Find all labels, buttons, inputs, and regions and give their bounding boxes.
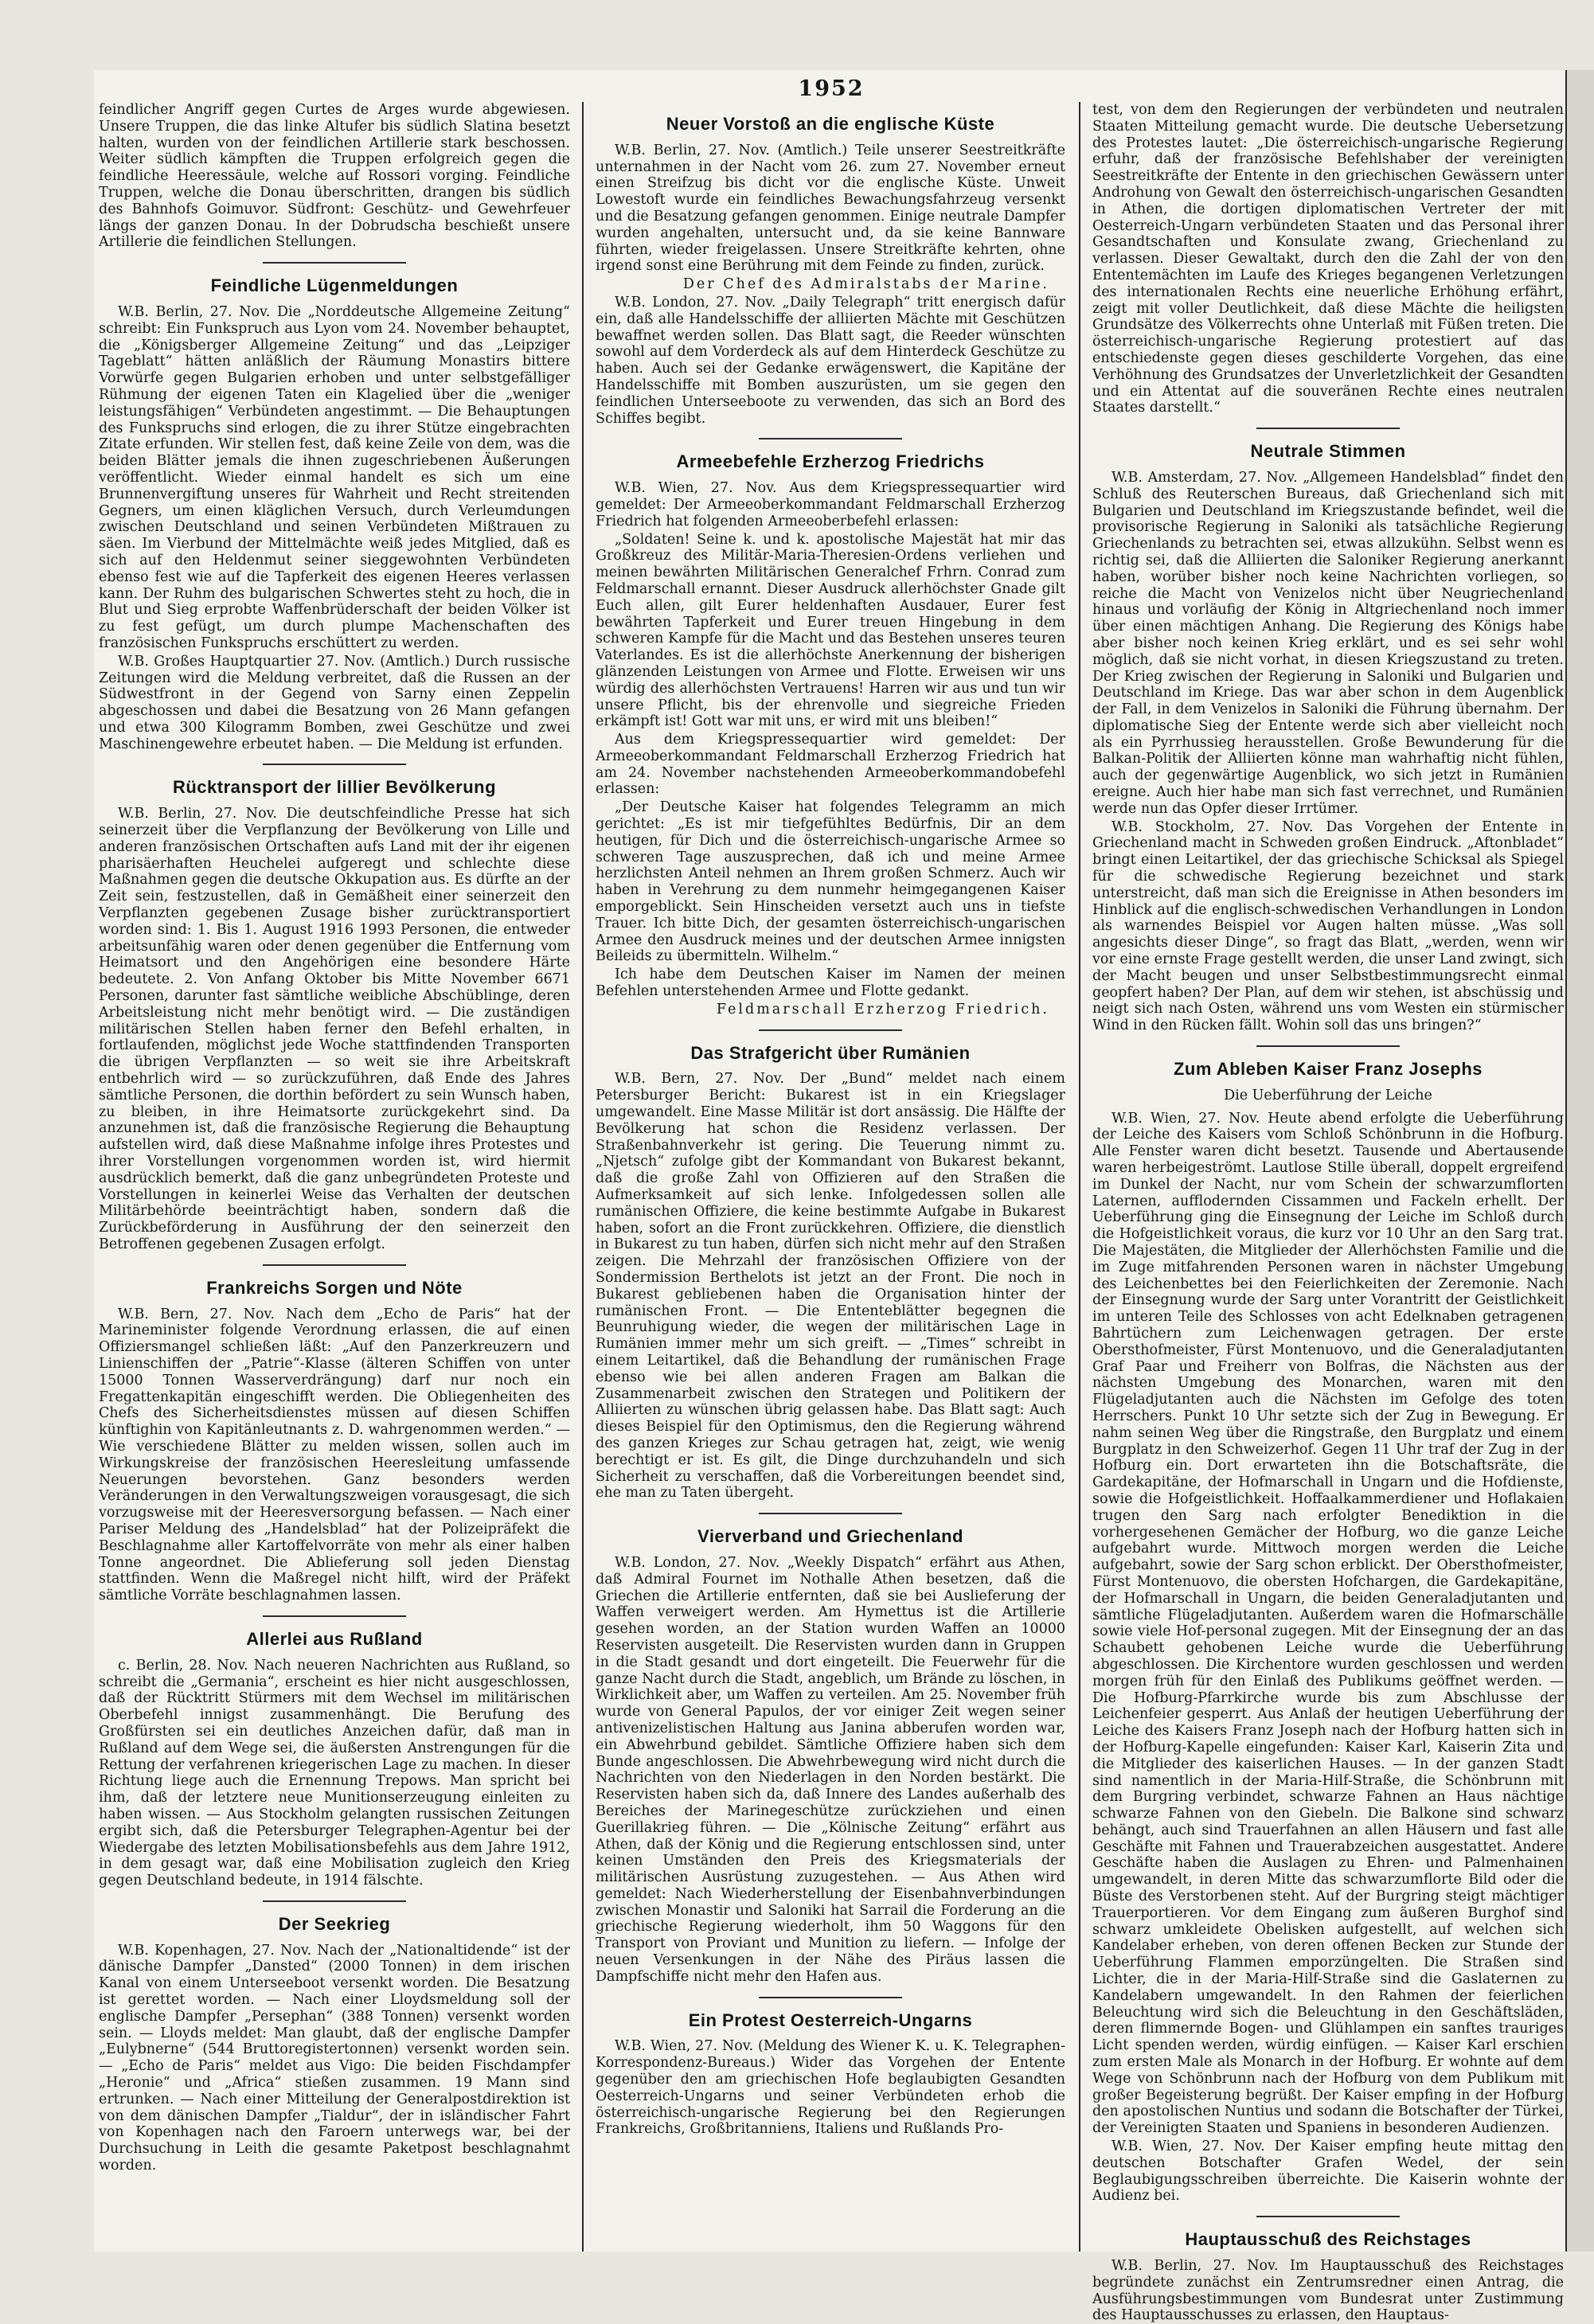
article-das-strafgericht-über-rumänien <box>596 1042 1065 1502</box>
article-neutrale-stimmen <box>1092 443 1564 1034</box>
article-divider <box>1256 428 1400 429</box>
article-continuation-0 <box>99 102 570 251</box>
article-hauptausschuß-des-reichstages <box>1092 2229 1564 2324</box>
article-divider <box>759 1997 902 1998</box>
article-paragraph: W.B. Bern, 27. Nov. Der „Bund“ meldet nach einem Petersburger Bericht: Bukarest ist in ein Kriegslager umgewandelt. Eine Masse Militär ist dort ansässig. Die Hälfte der Bevölkerung hat schon die Residenz verlassen. Der Straßenbahnverkehr ist gering. Die Teuerung nimmt zu. „Njetsch“ zufolge gibt der Kommandant von Bukarest bekannt, daß die große Zahl von Offizieren auf den Straßen die Aufmerksamkeit auf sich lenke. Infolgedessen sollen alle rumänischen Offiziere, die keine bestimmte Aufgabe in Bukarest haben, sofort an die Front zurückkehren. Offiziere, die dienstlich in Bukarest zu tun haben, dürfen sich nicht mehr auf den Straßen zeigen. Die Mehrzahl der französischen Offiziere von der Sondermission Berthelots ist jetzt an der Front. Die noch in Bukarest gebliebenen haben die Organisation hinter der rumänischen Front. — Die Ententeblätter begegnen die Beunruhigung wieder, die wegen der militärischen Lage in Rumänien immer mehr um sich greift. — „Times“ schreibt in einem Leitartikel, daß die Behandlung der rumänischen Frage ebenso wie bei allen anderen Fragen am Balkan die Zusammenarbeit zwischen den Strategen und Politikern der Alliierten zu wünschen übrig gelassen habe. Das Blatt sagt: Auch dieses Beispiel für den Optimismus, den die Regierung während des ganzen Krieges zur Schau getragen hat, zeigt, wie wenig berechtigt er ist. Es gilt, die Dinge durchzuhandeln und sich Sicherheit zu verschaffen, daß die Vorbereitungen beendet sind, ehe man zu Taten übergeht. <box>596 1071 1065 1502</box>
article-headline: Hauptausschuß des Reichstages <box>1185 2229 1471 2250</box>
article-paragraph: W.B. Kopenhagen, 27. Nov. Nach der „Nationaltidende“ ist der dänische Dampfer „Dansted“ (2000 Tonnen) in dem irischen Kanal von einem Unterseeboot versenkt worden. Die Besatzung ist gerettet worden. — Nach einer Lloydsmeldung soll der englische Dampfer „Persephan“ (388 Tonnen) versenkt worden sein. — Lloyds meldet: Man glaubt, daß der englische Dampfer „Eulybnerne“ (544 Bruttoregistertonnen) versenkt worden sein. — „Echo de Paris“ meldet aus Vigo: Die beiden Fischdampfer „Heronie“ und „Africa“ stießen zusammen. 19 Mann sind ertrunken. — Nach einer Mitteilung der Generalpostdirektion ist von dem dänischen Dampfer „Tialdur“, der in isländischer Fahrt von Kopenhagen nach den Faroern unterwegs war, bei der Durchsuchung in Leith die gesamte Paketpost beschlagnahmt worden. <box>99 1942 570 2174</box>
article-divider <box>263 262 406 264</box>
article-ein-protest-oesterreich-ungarns <box>596 2010 1065 2138</box>
column-rule-2 <box>1079 102 1080 2252</box>
article-paragraph: feindlicher Angriff gegen Curtes de Arges wurde abgewiesen. Unsere Truppen, die das linke Altufer bis südlich Slatina besetzt halten, wurden von der feindlichen Artillerie stark beschossen. Weiter südlich kämpften die Truppen erfolgreich gegen die feindliche Heeressäule, welche auf Rossori vorging. Feindliche Truppen, welche die Donau überschritten, drangen bis südlich des Bahnhofs Goimuvor. Südfront: Geschütz- und Gewehrfeuer längs der ganzen Donau. In der Dobrudscha beschießt unsere Artillerie die feindlichen Stellungen. <box>99 102 570 251</box>
article-paragraph: test, von dem den Regierungen der verbündeten und neutralen Staaten Mitteilung gemacht wurde. Die deutsche Uebersetzung des Protestes lautet: „Die österreichisch-ungarische Regierung erfuhr, daß der französische Befehlshaber der vereinigten Seestreitkräfte der Entente in den griechischen Gewässern unter Androhung von Gewalt den österreichisch-ungarischen Gesandten in Athen, die dortigen diplomatischen Vertreter der mit Oesterreich-Ungarn verbündeten Staaten und das Personal ihrer Gesandtschaften und Konsulate zwang, Griechenland zu verlassen. Dieser Gewaltakt, durch den die Zahl der von den Ententemächten im Laufe des Krieges begangenen Verletzungen des internationalen Rechts eine neuerliche Erhöhung erfährt, zeigt mit voller Deutlichkeit, daß diese Mächte die heiligsten Grundsätze des Völkerrechts ohne Unterlaß mit Füßen treten. Die österreichisch-ungarische Regierung protestiert auf das entschiedenste gegen dieses geschilderte Vorgehen, das eine Verhöhnung des Grundsatzes der Unverletzlichkeit der Gesandten und ein Attentat auf die souveränen Rechte eines neutralen Staates darstellt.“ <box>1092 102 1564 416</box>
article-paragraph: W.B. Wien, 27. Nov. Heute abend erfolgte die Ueberführung der Leiche des Kaisers vom Schloß Schönbrunn in die Hofburg. Alle Fenster waren dicht besetzt. Tausende und Abertausende waren herbeigeströmt. Lautlose Stille überall, doppelt ergreifend im Dunkel der Nacht, nur vom Schein der schwarzumflorten Laternen, aufflodernden Cissammen und Fackeln erhellt. Der Ueberführung ging die Einsegnung der Leiche im Schloß durch die Hofgeistlichkeit voraus, die kurz vor 10 Uhr an den Sarg trat. Die Majestäten, die Mitglieder der Allerhöchsten Familie und die im Zuge mitfahrenden Personen waren in nächster Umgebung des Leichenbettes bei den Feierlichkeiten der Zeremonie. Nach der Einsegnung wurde der Sarg unter Vorantritt der Geistlichkeit im unteren Teile des Schlosses von acht Edelknaben getragenen Bahrtüchern zum Leichenwagen getragen. Der erste Obersthofmeister, Fürst Montenuovo, und die Generaladjutanten Graf Paar und Freiherr von Bolfras, die Nächsten aus der nächsten Umgebung des Monarchen, waren mit den Flügeladjutanten auch die Nächsten im Gefolge des toten Herrschers. Punkt 10 Uhr setzte sich der Zug in Bewegung. Er nahm seinen Weg über die Ringstraße, den Burgplatz und einem Burgplatz in den Schweizerhof. Gegen 11 Uhr traf der Zug in der Hofburg ein. Dort erwarteten ihn die Botschaftsräte, die Gardekapitäne, der Hofmarschall in Ungarn und die Hofdienste, sowie die Hofgeistlichkeit. Hoffaalkammerdiener und Hoflakaien trugen den Sarg nach erfolgter Benediktion in die vorhergesehenen Gemächer der Hofburg, wo die ganze Leiche aufgebahrt wurde. Mittwoch morgen werden die Leiche aufgebahrt, sowie der Sarg schon erblickt. Der Obersthofmeister, Fürst Montenuovo, die obersten Hofchargen, die Gardekapitäne, der Hofmarschall in Ungarn, die beiden Generaladjutanten und sämtliche Flügeladjutanten. Außerdem waren die Hofmarschälle sowie viele Hof-personal zugegen. Mit der Einsegnung der an das Schaubett gehobenen Leiche wurde die Ueberführung abgeschlossen. Die Kirchentore wurden geschlossen und werden morgen früh für den Einlaß des Publikums geöffnet werden. — Die Hofburg-Pfarrkirche wurde bis zum Abschlusse der Leichenfeier gesperrt. Aus Anlaß der heutigen Ueberführung der Leiche des Kaisers Franz Joseph nach der Hofburg hatten sich in der Hofburg-Kapelle eingefunden: Kaiser Karl, Kaiserin Zita und die Mitglieder des kaiserlichen Hauses. — In der ganzen Stadt sind namentlich in der Maria-Hilf-Straße, die Schönbrunn mit dem Burgring verbindet, schwarze Fahnen an Haus nächtige schwarze Fahnen von den Giebeln. Die Balkone sind schwarz behängt, auch sind Trauerfahnen an allen Häusern und fast alle Geschäfte mit Fahnen und Trauerabzeichen ausgestattet. Andere Geschäfte haben die Auslagen zu Ehren- und Palmenhainen umgewandelt, in deren Mitte das schwarzumflorte Bild oder die Büste des Verstorbenen steht. Auf der Burgring steigt mächtiger Trauerportieren. Vor dem Eingang zum äußeren Burghof sind schwarz umkleidete Obelisken aufgestellt, auf welchen sich Kandelaber erheben, von deren offenen Becken zur Stunde der Ueberführung Flammen emporzüngelten. Die Straßen sind Lichter, die in der Maria-Hilf-Straße sind die Gaslaternen zu Kandelabern umgewandelt. In den Rahmen der feierlichen Beleuchtung wird sich die Beleuchtung in den Geschäftsläden, deren flimmernde Bogen- und Glühlampen ein sanftes trauriges Licht spenden werden, würdig einfügen. — Kaiser Karl erschien zum ersten Male als Monarch in der Hofburg. Er wohnte auf dem Wege von Schönbrunn nach der Hofburg von dem Publikum mit großer Begeisterung begrüßt. Der Kaiser empfing in der Hofburg den apostolischen Nuntius und sodann die Botschafter der Türkei, der Vereinigten Staaten und Spaniens in besonderen Audienzen. <box>1092 1110 1564 2137</box>
article-divider <box>1256 1045 1400 1047</box>
article-paragraph: „Soldaten! Seine k. und k. apostolische Majestät hat mir das Großkreuz des Militär-Maria-Theresien-Ordens verliehen und meinen bewährten Militärischen Generalchef Frhrn. Conrad zum Feldmarschall ernannt. Dieser Ausdruck allerhöchster Gnade gilt Euch allen, gilt Eurer heldenhaften Ausdauer, Eurer fest bewährten Tapferkeit und Eurer treuen Hingebung in dem schweren Kampfe für die Macht und das Bestehen unseres teuren Vaterlandes. Es ist die allerhöchste Anerkennung der bisherigen glänzenden Leistungen von Armee und Flotte. Erweisen wir uns würdig des allerhöchsten Vertrauens! Harren wir aus und tun wir unsere Pflicht, bis der ehrenvolle und siegreiche Frieden erkämpft ist! Gott war mit uns, er wird mit uns bleiben!“ <box>596 531 1065 730</box>
article-paragraph: Ich habe dem Deutschen Kaiser im Namen der meinen Befehlen unterstehenden Armee und Flotte gedankt. <box>596 967 1065 1000</box>
article-headline: Armeebefehle Erzherzog Friedrichs <box>676 451 985 472</box>
article-paragraph: W.B. Berlin, 27. Nov. Im Hauptausschuß des Reichstages begründete zunächst ein Zentrumsredner einen Antrag, die Ausführungsbestimmungen vom Bundesrat unter Zustimmung des Hauptausschusses zu erlassen, den Hauptaus- <box>1092 2258 1564 2324</box>
article-paragraph: c. Berlin, 28. Nov. Nach neueren Nachrichten aus Rußland, so schreibt die „Germania“, erscheint es hier nicht ausgeschlossen, daß der Rücktritt Stürmers mit dem Wechsel im militärischen Oberbefehl innigst zusammenhängt. Die Berufung des Großfürsten sei ein deutliches Anzeichen dafür, daß man in Rußland auf dem Wege sei, die äußersten Anstrengungen für die Rettung der verfahrenen kriegerischen Lage zu machen. In dieser Richtung liege auch die Ernennung Trepows. Man spricht bei ihm, daß der letztere neue Munitionserzeugung einleiten zu haben wissen. — Aus Stockholm gelangten russischen Zeitungen ergibt sich, daß die Petersburger Telegraphen-Agentur bei der Wiedergabe des letzten Mobilisationsbefehls aus dem Jahre 1912, in dem gesagt war, daß eine Mobilisation zugleich den Krieg gegen Deutschland bedeute, in 1914 fälschte. <box>99 1657 570 1889</box>
article-headline: Neutrale Stimmen <box>1250 441 1406 462</box>
article-divider <box>263 1615 406 1617</box>
article-paragraph: W.B. Bern, 27. Nov. Nach dem „Echo de Paris“ hat der Marineminister folgende Verordnung erlassen, die auf einen Offiziersmangel schließen läßt: „Auf den Panzerkreuzern und Linienschiffen der „Patrie“-Klasse (älteren Schiffen von unter 15000 Tonnen Wasserverdrängung) darf nur noch ein Fregattenkapitän eingeschifft werden. Die Obliegenheiten des Chefs des Sicherheitsdienstes müssen auf diesen Schiffen künftighin von Kapitänleutnants z. D. wahrgenommen werden.“ — Wie verschiedene Blätter zu melden wissen, sollen auch im Wirkungskreise der französischen Heeresleitung umfassende Neuerungen bevorstehen. Ganz besonders werden Veränderungen in den Verwaltungszweigen vorausgesagt, die sich vorzugsweise mit der Heeresversorgung befassen. — Nach einer Pariser Meldung des „Handelsblad“ hat der Polizeipräfekt die Beschlagnahme aller Kartoffelvorräte von mehr als einer halben Tonne angeordnet. Die Ablieferung soll jeden Dienstag stattfinden. Wenn die Maßregel nicht hilft, wird der Präfekt sämtliche Vorräte beschlagnahmen lassen. <box>99 1306 570 1604</box>
article-headline: Vierverband und Griechenland <box>697 1526 963 1547</box>
article-signature: Der Chef des Admiralstabs der Marine. <box>682 276 1049 293</box>
article-feindliche-lügenmeldungen <box>99 275 570 752</box>
article-paragraph: W.B. London, 27. Nov. „Weekly Dispatch“ erfährt aus Athen, daß Admiral Fournet im Nothalle Athen besetzen, daß die Griechen die Artillerie entfernten, daß sie bei Auslieferung der Waffen verweigert werden. Am Hymettus ist die Artillerie gesehen worden, an der Station wurden Waffen an 10000 Reservisten ausgeteilt. Die Reservisten wurden dann in Gruppen in die Stadt gesandt und dort eingeteilt. Die Feuerwehr für die ganze Nacht durch die Stadt, angeblich, um Brände zu löschen, in Wirklichkeit aber, um Waffen zu verteilen. Am 25. November früh wurde von General Papulos, der vor einiger Zeit wegen seiner antivenizelistischen Haltung aus Janina abberufen worden war, ein Abwehrbund gebildet. Sämtliche Offiziere haben sich dem Bunde angeschlossen. Die Abwehrbewegung wird nicht durch die Nachrichten von den Niederlagen in den Norden bestärkt. Die Reservisten haben sich da, daß Innere des Landes außerhalb des Bereiches der Marinegeschütze zurückziehen und einen Guerillakrieg führen. — Die „Kölnische Zeitung“ erfährt aus Athen, daß der König und die Regierung entschlossen sind, unter keinen Umständen den Preis des Kriegsmaterials der militärischen Ausrüstung zuzugestehen. — Aus Athen wird gemeldet: Nach Wiederherstellung der Eisenbahnverbindungen zwischen Monastir und Saloniki hat Sarrail die Forderung an die griechische Regierung wiederholt, ihm 50 Waggons für den Transport von Proviant und Munition zu liefern. — Infolge der neuen Versenkungen in der Nähe des Piräus lassen die Dampfschiffe nicht mehr den Hafen aus. <box>596 1554 1065 1985</box>
article-paragraph: „Der Deutsche Kaiser hat folgendes Telegramm an mich gerichtet: „Es ist mir tiefgefühltes Bedürfnis, Dir an dem heutigen, für Dich und die österreichisch-ungarische Armee so schweren Tage auszusprechen, daß ich und meine Armee herzlichsten Anteil nehmen an Ihrem großen Schmerz. Auch wir haben in Verehrung zu dem nunmehr heimgegangenen Kaiser emporgeblickt. Sein Hinscheiden versetzt auch uns in tiefste Trauer. Ich bitte Dich, der gesamten österreichisch-ungarischen Armee den Ausdruck meines und der deutschen Armee innigsten Beileids zu übermitteln. Wilhelm.“ <box>596 799 1065 965</box>
article-headline: Zum Ableben Kaiser Franz Josephs <box>1173 1059 1483 1080</box>
article-paragraph: W.B. Amsterdam, 27. Nov. „Allgemeen Handelsblad“ findet den Schluß des Reuterschen Bureaus, daß Griechenland sich mit Bulgarien und Deutschland im Kriegszustande befindet, weil die provisorische Regierung in Saloniki als tatsächliche Regierung Griechenlands zu betrachten sei, etwas allzukühn. Selbst wenn es richtig sei, daß die Alliierten die Saloniker Regierung anerkannt haben, worüber bisher noch keine Nachrichten vorliegen, so reiche die Macht von Venizelos nicht über Neugriechenland hinaus und vorläufig der König in Altgriechenland noch immer über einen mächtigen Anhang. Die Regierung des Königs habe aber bisher noch keinen Krieg erklärt, und es sei sehr wohl möglich, daß sie nicht vorhat, in diesen Kriegszustand zu treten. Der Krieg zwischen der Regierung in Saloniki und Bulgarien und Deutschland im Kriege. Das war aber schon in dem Augenblick der Fall, in dem Venizelos in Saloniki die Führung übernahm. Der diplomatische Sieg der Entente werde sich aber vielleicht noch als ein Pyrrhussieg herausstellen. Große Bewunderung für die Balkan-Politik der Alliierten könne man wahrhaftig nicht fühlen, auch der gegenwärtige Augenblick, wo sich jetzt in Rumänien ereigne. Auch hier habe man sich fast verrechnet, und Rumänien werde nun das Opfer dieser Irrtümer. <box>1092 469 1564 817</box>
article-paragraph: W.B. Wien, 27. Nov. (Meldung des Wiener K. u. K. Telegraphen-Korrespondenz-Bureaus.) Wider das Vorgehen der Entente gegenüber den am griechischen Hofe beglaubigten Gesandten Oesterreich-Ungarns und seiner Verbündeten erhob die österreichisch-ungarische Regierung bei den Regierungen Frankreichs, Großbritanniens, Italiens und Rußlands Pro- <box>596 2038 1065 2138</box>
article-paragraph: W.B. Wien, 27. Nov. Aus dem Kriegspressequartier wird gemeldet: Der Armeeoberkommandant Feldmarschall Erzherzog Friedrich hat folgenden Armeeoberbefehl erlassen: <box>596 480 1065 529</box>
article-subheadline: Die Ueberführung der Leiche <box>1224 1087 1432 1103</box>
column-rule-1 <box>582 102 584 2252</box>
column-1 <box>99 102 570 2252</box>
article-divider <box>263 764 406 765</box>
article-divider <box>759 438 902 439</box>
article-divider <box>759 1513 902 1514</box>
column-3 <box>1092 102 1564 2324</box>
column-2 <box>596 102 1065 2252</box>
article-paragraph: W.B. Großes Hauptquartier 27. Nov. (Amtlich.) Durch russische Zeitungen wird die Meldung verbreitet, daß die Russen an der Südwestfront in der Gegend von Sarny einen Zeppelin abgeschossen und dabei die Besatzung von 26 Mann gefangen und etwa 300 Kilogramm Bomben, zwei Geschütze und zwei Maschinengewehre erbeutet haben. — Die Meldung ist erfunden. <box>99 653 570 752</box>
article-paragraph: W.B. Berlin, 27. Nov. Die deutschfeindliche Presse hat sich seinerzeit über die Verpflanzung der Bevölkerung von Lille und anderen französischen Ortschaften aufs Land mit der ihr eigenen pharisäerhaften Heuchelei aufgeregt und schlechte diese Maßnahmen gegen die deutsche Okkupation aus. Es dürfte an der Zeit sein, festzustellen, daß in Gemäßheit einer seinerzeit den Verpflanzten gegebenen Zusage bisher zurücktransportiert worden sind: 1. Bis 1. August 1916 1993 Personen, die entweder arbeitsunfähig waren oder denen gegenüber die Entfernung vom Heimatsort und den Angehörigen eine besondere Härte bedeutete. 2. Von Anfang Oktober bis Mitte November 6671 Personen, darunter fast sämtliche weibliche Abschüblinge, deren Arbeitsleistung nicht mehr benötigt wird. — Die zuständigen militärischen Stellen haben ferner den Befehl erhalten, in fortlaufenden, möglichst jede Woche stattfindenden Transporten die übrigen Verpflanzten — so weit sie ihre Arbeitskraft entbehrlich wird — so zurückzuführen, daß Ende des Jahres sämtliche Personen, die dorthin befördert zu sein Wunsch haben, zu bleiben, in ihre Heimatsorte zurückgekehrt sind. Da anzunehmen ist, daß die französische Regierung die Behauptung aufstellen wird, daß diese Maßnahme infolge ihres Protestes und ihrer Vorstellungen vorgenommen worden ist, wird hiermit ausdrücklich bemerkt, daß die ganz unbegründeten Proteste und Vorstellungen in keinerlei Weise das Verhalten der deutschen Militärbehörde beeinträchtigt haben, sondern daß die Zurückbeförderung in Ausführung der den seinerzeit den Betroffenen gegebenen Zusagen erfolgt. <box>99 806 570 1252</box>
adjacent-page-edge <box>1565 70 1594 2252</box>
article-der-seekrieg <box>99 1913 570 2174</box>
article-paragraph: Aus dem Kriegspressequartier wird gemeldet: Der Armeeoberkommandant Feldmarschall Erzherzog Friedrich hat am 24. November nachstehenden Armeeoberkommandobefehl erlassen: <box>596 732 1065 798</box>
article-signature: Feldmarschall Erzherzog Friedrich. <box>716 1001 1049 1017</box>
page-number: 1952 <box>798 76 865 101</box>
article-paragraph: W.B. Berlin, 27. Nov. (Amtlich.) Teile unserer Seestreitkräfte unternahmen in der Nacht vom 26. zum 27. November erneut einen Streifzug bis dicht vor die englische Küste. Unweit Lowestoft wurde ein feindliches Bewachungsfahrzeug versenkt und die Besatzung gefangen genommen. Einige neutrale Dampfer wurden angehalten, untersucht und, da sie keine Bannware führten, wieder freigelassen. Unsere Streitkräfte kehrten, ohne irgend sonst eine Berührung mit dem Feinde zu finden, zurück. <box>596 142 1065 275</box>
article-frankreichs-sorgen-und-nöte <box>99 1277 570 1604</box>
article-paragraph: W.B. Berlin, 27. Nov. Die „Norddeutsche Allgemeine Zeitung“ schreibt: Ein Funkspruch aus Lyon vom 24. November behauptet, die „Königsberger Allgemeine Zeitung“ und das „Leipziger Tageblatt“ hätten anläßlich der Räumung Monastirs bittere Vorwürfe gegen Bulgarien erhoben und unter selbstgefälliger Rühmung der eigenen Taten ein Klagelied über die „weniger leistungsfähigen“ Verbündeten angestimmt. — Die Behauptungen des Funkspruchs sind erlogen, die zu ihrer Stütze eingebrachten Zitate erfunden. Wir stellen fest, daß keine Zeile von dem, was die beiden Blätter jemals die ihnen zugeschriebenen Äußerungen veröffentlicht. Wieder einmal handelt es sich um eine Brunnenvergiftung unseres für Wahrheit und Recht streitenden Gegners, um einen kläglichen Versuch, durch Verleumdungen zwischen Deutschland und seinen Verbündeten Mißtrauen zu säen. Im Vierbund der Mittelmächte weiß jedes Mitglied, daß es sich auf den Heldenmut seiner sieggewohnten Verbündeten ebenso fest wie auf die Tapferkeit des eigenen Heeres verlassen kann. Der Ruhm des bulgarischen Schwertes steht zu hoch, die in Blut und Sieg erprobte Waffenbrüderschaft der beiden Völker ist zu fest gefügt, um durch plumpe Machenschaften des französischen Funkspruchs erschüttert zu werden. <box>99 303 570 651</box>
article-paragraph: W.B. London, 27. Nov. „Daily Telegraph“ tritt energisch dafür ein, daß alle Handelsschiffe der alliierten Mächte mit Geschützen bewaffnet werden sollen. Das Blatt sagt, die Reeder wünschten sowohl auf dem Vorderdeck als auf dem Hinterdeck Geschütze zu haben. Auch sei der Gedanke erwägenswert, die Kapitäne der Handelsschiffe mit Bomben auszurüsten, um sie gegen den feindlichen Unterseeboote zu verwenden, das sich an Bord des Schiffes begibt. <box>596 294 1065 427</box>
article-rücktransport-der-lillier-bevölkerung <box>99 779 570 1252</box>
article-paragraph: W.B. Wien, 27. Nov. Der Kaiser empfing heute mittag den deutschen Botschafter Grafen Wedel, der sein Beglaubigungsschreiben überreichte. Die Kaiserin wohnte der Audienz bei. <box>1092 2138 1564 2205</box>
article-divider <box>759 1029 902 1031</box>
article-paragraph: W.B. Stockholm, 27. Nov. Das Vorgehen der Entente in Griechenland macht in Schweden großen Eindruck. „Aftonbladet“ bringt einen Leitartikel, der das griechische Schicksal als Spiegel für die schwedische Regierung bezeichnet und stark unterstreicht, daß man sich die Ereignisse in Athen besonders im Hinblick auf die englisch-schwedischen Verhandlungen in London als warnendes Beispiel vor Augen halten müsse. „Was soll angesichts dieser Dinge“, so fragt das Blatt, „werden, wenn wir vor eine ernste Frage gestellt werden, die unser Land zwingt, sich der Macht beugen und unser Selbstbestimmungsrecht einmal geopfert haben? Der Plan, auf dem wir stehen, ist abschüssig und neigt sich nach Osten, während uns vom Westen ein stürmischer Wind in den Rücken fällt. Wohin soll das uns bringen?“ <box>1092 818 1564 1034</box>
article-headline: Allerlei aus Rußland <box>246 1628 423 1649</box>
article-headline: Frankreichs Sorgen und Nöte <box>206 1277 463 1298</box>
article-headline: Ein Protest Oesterreich-Ungarns <box>688 2010 973 2030</box>
article-neuer-vorstoß-an-die-englische-küste <box>596 116 1065 427</box>
article-headline: Feindliche Lügenmeldungen <box>210 275 459 296</box>
article-headline: Rücktransport der lillier Bevölkerung <box>172 777 497 798</box>
article-divider <box>1256 2216 1400 2217</box>
article-allerlei-aus-rußland <box>99 1628 570 1889</box>
article-armeebefehle-erzherzog-friedrichs <box>596 451 1065 1017</box>
newspaper-page <box>94 70 1569 2324</box>
article-divider <box>263 1900 406 1902</box>
article-headline: Das Strafgericht über Rumänien <box>690 1042 971 1063</box>
article-headline: Neuer Vorstoß an die englische Küste <box>666 114 995 134</box>
article-vierverband-und-griechenland <box>596 1526 1065 1986</box>
article-divider <box>263 1264 406 1266</box>
article-zum-ableben-kaiser-franz-josephs <box>1092 1061 1564 2205</box>
article-headline: Der Seekrieg <box>278 1913 391 1934</box>
article-continuation-2 <box>1092 102 1564 416</box>
